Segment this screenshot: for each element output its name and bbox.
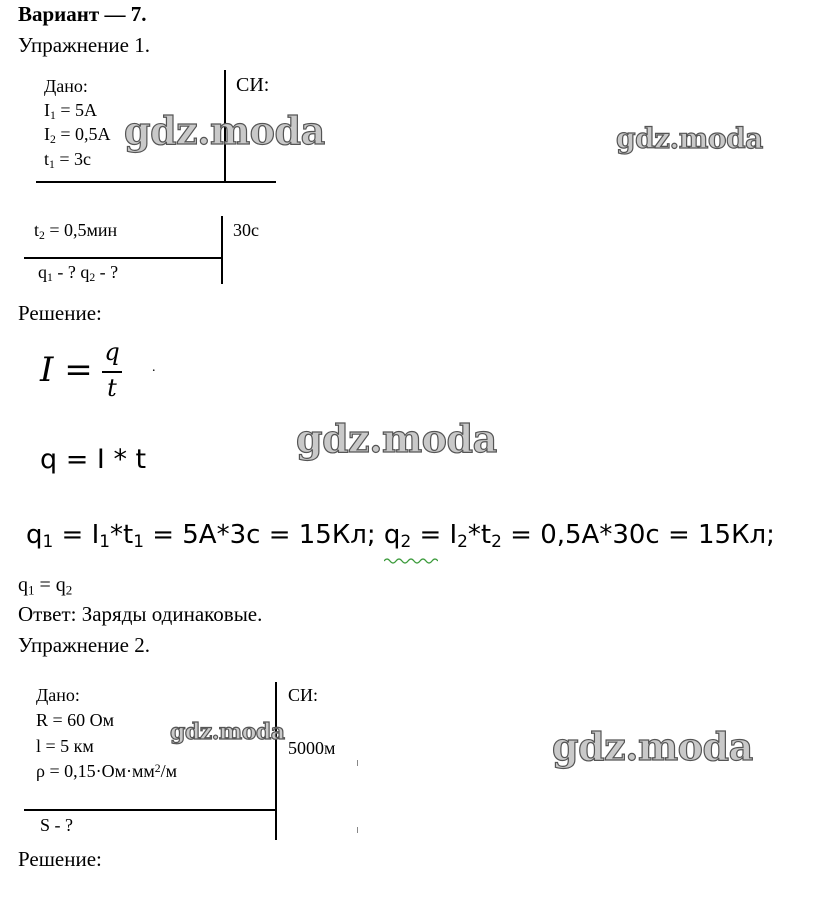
charges-equality: $q_1 = q_2$ — [18, 574, 73, 598]
given-label: Дано: — [36, 685, 80, 705]
scan-artifact — [357, 827, 358, 833]
watermark: gdz.moda — [296, 416, 497, 461]
si-label: СИ: — [288, 685, 319, 705]
q-formula: q = I * t — [40, 444, 147, 475]
calculation-line: $q_1 = I_1*t_1 = 5А*3с = 15Кл$; $q_2 = I_2*t_2 = 0,5А*30с = 15Кл$; — [26, 520, 775, 552]
given-l: l = 5 км — [36, 736, 94, 756]
si-t2: 30с — [233, 220, 259, 240]
given-I1: $I_1 = 5А$ — [44, 100, 97, 122]
si-l: 5000м — [288, 738, 336, 758]
scan-artifact — [357, 760, 358, 766]
table-horizontal-divider — [24, 809, 277, 811]
find-q1-q2: $q_1$ - ? $q_2$ - ? — [38, 262, 119, 284]
table-vertical-divider — [275, 682, 277, 840]
find-S: S - ? — [40, 815, 73, 835]
given-t2: $t_2 = 0,5мин$ — [34, 220, 118, 242]
given-t1: $t_1 = 3с$ — [44, 149, 91, 171]
given-I2: $I_2 = 0,5А$ — [44, 124, 111, 146]
fraction-denominator: t — [107, 374, 117, 402]
formula-mark: . — [152, 360, 156, 375]
watermark: gdz.moda — [616, 122, 763, 155]
answer-text: Ответ: Заряды одинаковые. — [18, 602, 263, 626]
solution-label: Решение: — [18, 301, 102, 325]
table-vertical-divider — [221, 216, 223, 284]
exercise-2-title: Упражнение 2. — [18, 633, 150, 657]
formula-fraction — [102, 338, 122, 402]
given-R: R = 60 Ом — [36, 710, 115, 730]
fraction-bar — [102, 371, 122, 373]
variant-title: Вариант — 7. — [18, 2, 147, 26]
exercise-1-title: Упражнение 1. — [18, 33, 150, 57]
fraction-numerator: q — [104, 338, 120, 366]
table-horizontal-divider — [36, 181, 276, 183]
watermark: gdz.moda — [552, 724, 753, 769]
solution-label-2: Решение: — [18, 847, 102, 871]
watermark: gdz.moda — [170, 719, 285, 745]
si-label: СИ: — [236, 74, 270, 96]
table-horizontal-divider — [24, 257, 222, 259]
spellcheck-underline — [384, 557, 438, 565]
watermark: gdz.moda — [124, 108, 325, 153]
formula-lhs: I = — [40, 350, 93, 390]
given-label: Дано: — [44, 76, 88, 96]
given-rho: $\rho = 0,15\cdot Ом\cdot мм^2/м$ — [36, 761, 178, 781]
